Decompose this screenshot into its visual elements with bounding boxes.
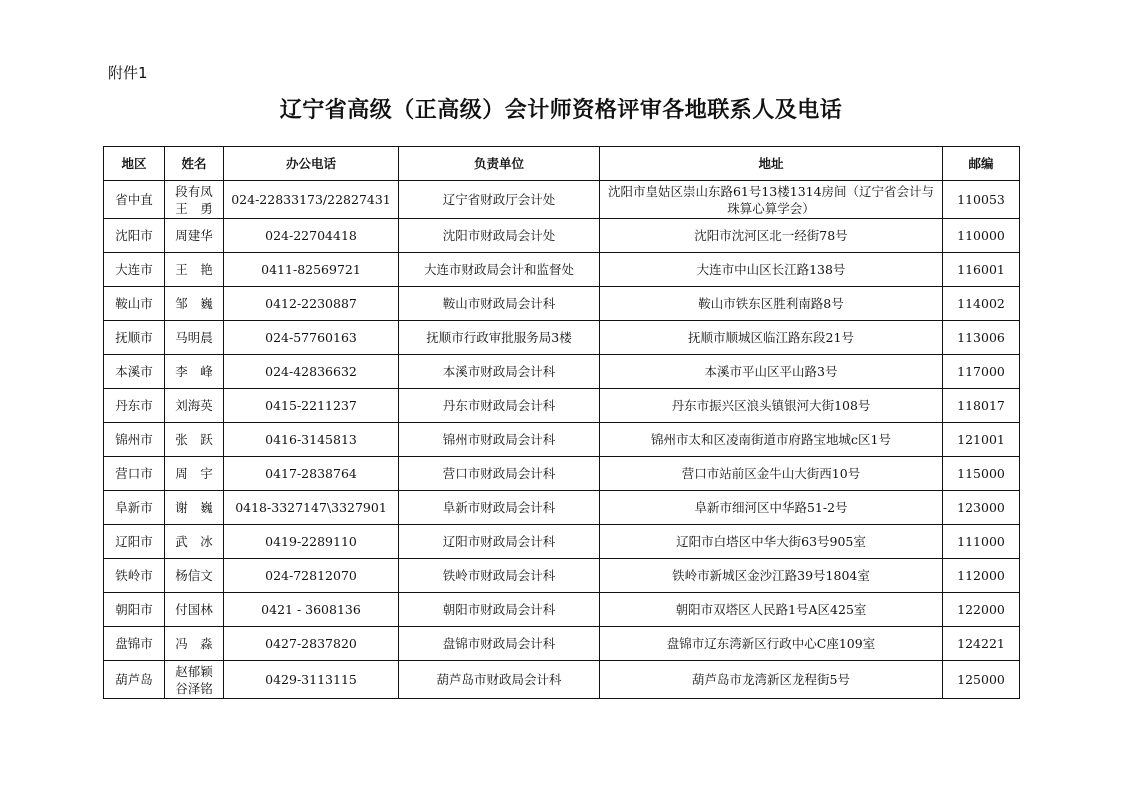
table-row bbox=[104, 525, 1020, 559]
attachment-label: 附件1 bbox=[108, 64, 148, 82]
cell-name: 冯 淼 bbox=[165, 627, 224, 661]
cell-name: 谢 巍 bbox=[165, 491, 224, 525]
cell-address: 盘锦市辽东湾新区行政中心C座109室 bbox=[600, 627, 943, 661]
cell-phone: 024-57760163 bbox=[224, 321, 399, 355]
header-name: 姓名 bbox=[165, 147, 224, 181]
cell-unit: 铁岭市财政局会计科 bbox=[399, 559, 600, 593]
document-title: 辽宁省高级（正高级）会计师资格评审各地联系人及电话 bbox=[279, 98, 843, 123]
cell-unit: 锦州市财政局会计科 bbox=[399, 423, 600, 457]
cell-name: 周 宇 bbox=[165, 457, 224, 491]
cell-name: 王 艳 bbox=[165, 253, 224, 287]
cell-phone: 0427-2837820 bbox=[224, 627, 399, 661]
table-row bbox=[104, 423, 1020, 457]
cell-postcode: 118017 bbox=[943, 389, 1020, 423]
cell-address: 大连市中山区长江路138号 bbox=[600, 253, 943, 287]
cell-region: 抚顺市 bbox=[104, 321, 165, 355]
cell-phone: 024-22704418 bbox=[224, 219, 399, 253]
cell-name: 段有凤 王 勇 bbox=[165, 181, 224, 219]
table-row bbox=[104, 593, 1020, 627]
cell-address: 沈阳市沈河区北一经街78号 bbox=[600, 219, 943, 253]
cell-unit: 丹东市财政局会计科 bbox=[399, 389, 600, 423]
cell-address: 抚顺市顺城区临江路东段21号 bbox=[600, 321, 943, 355]
cell-phone: 0416-3145813 bbox=[224, 423, 399, 457]
cell-name: 赵郁颖 谷泽铭 bbox=[165, 661, 224, 699]
cell-region: 朝阳市 bbox=[104, 593, 165, 627]
cell-phone: 0429-3113115 bbox=[224, 661, 399, 699]
cell-name: 李 峰 bbox=[165, 355, 224, 389]
cell-name: 周建华 bbox=[165, 219, 224, 253]
cell-address: 铁岭市新城区金沙江路39号1804室 bbox=[600, 559, 943, 593]
cell-phone: 0418-3327147\3327901 bbox=[224, 491, 399, 525]
cell-region: 锦州市 bbox=[104, 423, 165, 457]
table-row bbox=[104, 321, 1020, 355]
cell-region: 本溪市 bbox=[104, 355, 165, 389]
cell-phone: 024-42836632 bbox=[224, 355, 399, 389]
cell-postcode: 117000 bbox=[943, 355, 1020, 389]
contacts-table bbox=[103, 146, 1020, 699]
cell-unit: 辽宁省财政厅会计处 bbox=[399, 181, 600, 219]
cell-phone: 0411-82569721 bbox=[224, 253, 399, 287]
cell-name: 刘海英 bbox=[165, 389, 224, 423]
cell-postcode: 112000 bbox=[943, 559, 1020, 593]
cell-region: 辽阳市 bbox=[104, 525, 165, 559]
cell-phone: 0419-2289110 bbox=[224, 525, 399, 559]
cell-postcode: 121001 bbox=[943, 423, 1020, 457]
cell-postcode: 116001 bbox=[943, 253, 1020, 287]
table-row bbox=[104, 355, 1020, 389]
cell-unit: 阜新市财政局会计科 bbox=[399, 491, 600, 525]
header-unit: 负责单位 bbox=[399, 147, 600, 181]
cell-unit: 葫芦岛市财政局会计科 bbox=[399, 661, 600, 699]
cell-address: 丹东市振兴区浪头镇银河大街108号 bbox=[600, 389, 943, 423]
cell-phone: 024-72812070 bbox=[224, 559, 399, 593]
cell-unit: 本溪市财政局会计科 bbox=[399, 355, 600, 389]
table-row bbox=[104, 661, 1020, 699]
cell-region: 阜新市 bbox=[104, 491, 165, 525]
cell-phone: 0415-2211237 bbox=[224, 389, 399, 423]
cell-address: 沈阳市皇姑区崇山东路61号13楼1314房间（辽宁省会计与珠算心算学会） bbox=[600, 181, 943, 219]
cell-phone: 024-22833173/22827431 bbox=[224, 181, 399, 219]
table-row bbox=[104, 389, 1020, 423]
cell-address: 锦州市太和区凌南街道市府路宝地城c区1号 bbox=[600, 423, 943, 457]
table-row bbox=[104, 457, 1020, 491]
cell-phone: 0412-2230887 bbox=[224, 287, 399, 321]
header-postcode: 邮编 bbox=[943, 147, 1020, 181]
cell-postcode: 124221 bbox=[943, 627, 1020, 661]
cell-name: 武 冰 bbox=[165, 525, 224, 559]
cell-region: 大连市 bbox=[104, 253, 165, 287]
table-header-row bbox=[104, 147, 1020, 181]
cell-region: 鞍山市 bbox=[104, 287, 165, 321]
cell-unit: 营口市财政局会计科 bbox=[399, 457, 600, 491]
cell-unit: 大连市财政局会计和监督处 bbox=[399, 253, 600, 287]
cell-unit: 盘锦市财政局会计科 bbox=[399, 627, 600, 661]
cell-region: 葫芦岛 bbox=[104, 661, 165, 699]
table-row bbox=[104, 287, 1020, 321]
cell-address: 葫芦岛市龙湾新区龙程街5号 bbox=[600, 661, 943, 699]
cell-region: 沈阳市 bbox=[104, 219, 165, 253]
cell-postcode: 115000 bbox=[943, 457, 1020, 491]
cell-postcode: 110053 bbox=[943, 181, 1020, 219]
cell-postcode: 123000 bbox=[943, 491, 1020, 525]
header-phone: 办公电话 bbox=[224, 147, 399, 181]
cell-name: 付国林 bbox=[165, 593, 224, 627]
cell-postcode: 111000 bbox=[943, 525, 1020, 559]
cell-postcode: 113006 bbox=[943, 321, 1020, 355]
cell-region: 丹东市 bbox=[104, 389, 165, 423]
cell-postcode: 114002 bbox=[943, 287, 1020, 321]
cell-name: 马明晨 bbox=[165, 321, 224, 355]
cell-unit: 辽阳市财政局会计科 bbox=[399, 525, 600, 559]
cell-name: 张 跃 bbox=[165, 423, 224, 457]
cell-postcode: 110000 bbox=[943, 219, 1020, 253]
cell-region: 盘锦市 bbox=[104, 627, 165, 661]
table-row bbox=[104, 559, 1020, 593]
cell-unit: 鞍山市财政局会计科 bbox=[399, 287, 600, 321]
cell-postcode: 122000 bbox=[943, 593, 1020, 627]
cell-name: 杨信文 bbox=[165, 559, 224, 593]
cell-region: 铁岭市 bbox=[104, 559, 165, 593]
table-row bbox=[104, 627, 1020, 661]
cell-unit: 沈阳市财政局会计处 bbox=[399, 219, 600, 253]
cell-name: 邹 巍 bbox=[165, 287, 224, 321]
cell-region: 营口市 bbox=[104, 457, 165, 491]
header-address: 地址 bbox=[600, 147, 943, 181]
table-row bbox=[104, 181, 1020, 219]
cell-region: 省中直 bbox=[104, 181, 165, 219]
table-row bbox=[104, 491, 1020, 525]
cell-address: 辽阳市白塔区中华大街63号905室 bbox=[600, 525, 943, 559]
cell-phone: 0421 - 3608136 bbox=[224, 593, 399, 627]
cell-address: 朝阳市双塔区人民路1号A区425室 bbox=[600, 593, 943, 627]
cell-postcode: 125000 bbox=[943, 661, 1020, 699]
cell-unit: 抚顺市行政审批服务局3楼 bbox=[399, 321, 600, 355]
table-row bbox=[104, 219, 1020, 253]
cell-address: 阜新市细河区中华路51-2号 bbox=[600, 491, 943, 525]
cell-phone: 0417-2838764 bbox=[224, 457, 399, 491]
header-region: 地区 bbox=[104, 147, 165, 181]
table-row bbox=[104, 253, 1020, 287]
cell-address: 鞍山市铁东区胜利南路8号 bbox=[600, 287, 943, 321]
cell-address: 本溪市平山区平山路3号 bbox=[600, 355, 943, 389]
cell-unit: 朝阳市财政局会计科 bbox=[399, 593, 600, 627]
cell-address: 营口市站前区金牛山大街西10号 bbox=[600, 457, 943, 491]
